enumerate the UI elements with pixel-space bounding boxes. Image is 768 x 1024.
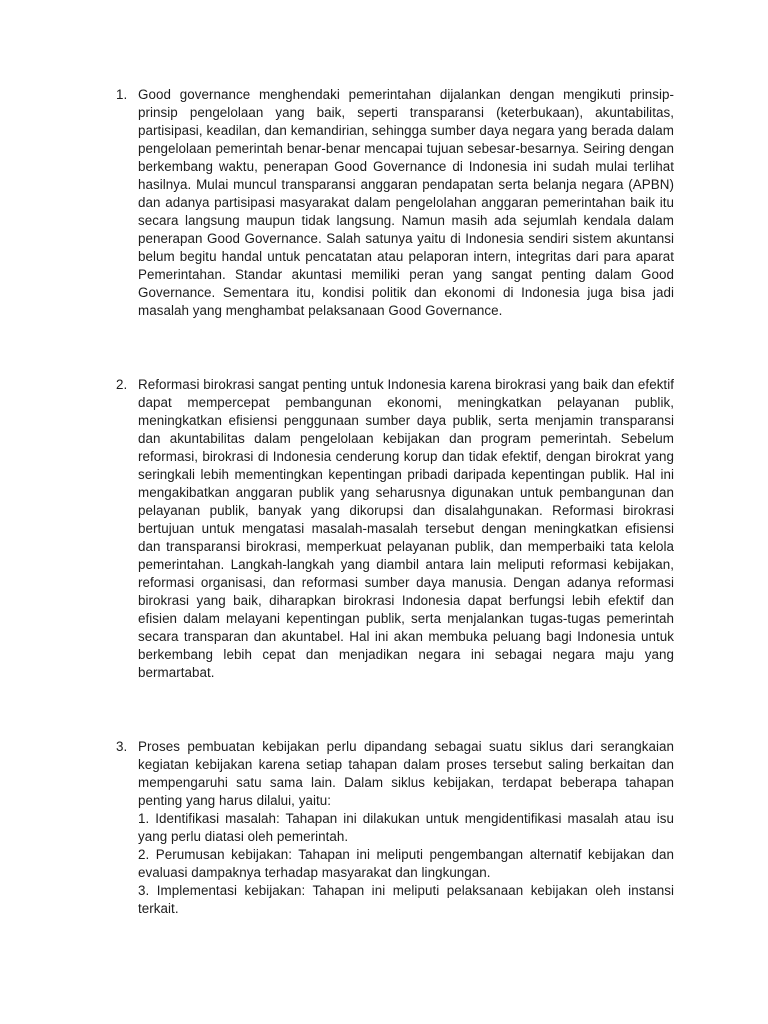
list-item-text: Good governance menghendaki pemerintahan dijalankan dengan mengikuti prinsip-prinsip pengelolaan yang baik, seperti transparansi (keterbukaan), akuntabilitas, partisipasi, keadilan, dan kemandirian, sehingga sumber daya negara yang berada dalam pengelolaan pemerintah benar-benar mencapai tujuan sebesar-besarnya. Seiring dengan berkembang waktu, penerapan Good Governance di Indonesia ini sudah mulai terlihat hasilnya. Mulai muncul transparansi anggaran pendapatan serta belanja negara (APBN) dan adanya partisipasi masyarakat dalam pengelolahan anggaran pemerintahan baik itu secara langsung maupun tidak langsung. Namun masih ada sejumlah kendala dalam penerapan Good Governance. Salah satunya yaitu di Indonesia sendiri sistem akuntansi belum begitu handal untuk pencatatan atau pelaporan intern, integritas dari para aparat Pemerintahan. Standar akuntasi memiliki peran yang sangat penting dalam Good Governance. Sementara itu, kondisi politik dan ekonomi di Indonesia juga bisa jadi masalah yang menghambat pelaksanaan Good Governance. (138, 87, 674, 318)
subitem-implementasi-kebijakan: 3. Implementasi kebijakan: Tahapan ini meliputi pelaksanaan kebijakan oleh instansi terkait. (138, 883, 674, 916)
list-item-number: 2. (116, 377, 128, 392)
list-item-number: 1. (116, 87, 128, 102)
subitem-perumusan-kebijakan: 2. Perumusan kebijakan: Tahapan ini meliputi pengembangan alternatif kebijakan dan evaluasi dampaknya terhadap masyarakat dan lingkungan. (138, 847, 674, 880)
list-item-text: Reformasi birokrasi sangat penting untuk Indonesia karena birokrasi yang baik dan efektif dapat mempercepat pembangunan ekonomi, meningkatkan pelayanan publik, meningkatkan efisiensi penggunaan sumber daya publik, serta menjamin transparansi dan akuntabilitas dalam pengelolaan kebijakan dan program pemerintah. Sebelum reformasi, birokrasi di Indonesia cenderung korup dan tidak efektif, dengan birokrat yang seringkali lebih mementingkan kepentingan pribadi daripada kepentingan publik. Hal ini mengakibatkan anggaran publik yang seharusnya digunakan untuk pembangunan dan pelayanan publik, banyak yang dikorupsi dan disalahgunakan. Reformasi birokrasi bertujuan untuk mengatasi masalah-masalah tersebut dengan meningkatkan efisiensi dan transparansi birokrasi, memperkuat pelayanan publik, dan memperbaiki tata kelola pemerintahan. Langkah-langkah yang diambil antara lain meliputi reformasi kebijakan, reformasi organisasi, dan reformasi sumber daya manusia. Dengan adanya reformasi birokrasi yang baik, diharapkan birokrasi Indonesia dapat berfungsi lebih efektif dan efisien dalam melayani kepentingan publik, serta menjalankan tugas-tugas pemerintah secara transparan dan akuntabel. Hal ini akan membuka peluang bagi Indonesia untuk berkembang lebih cepat dan menjadikan negara ini sebagai negara maju yang bermartabat. (138, 377, 674, 680)
list-item-body (138, 738, 674, 918)
list-item-3 (116, 738, 674, 918)
list-item-1 (116, 86, 674, 320)
list-item-number: 3. (116, 739, 128, 754)
list-item-text: Proses pembuatan kebijakan perlu dipandang sebagai suatu siklus dari serangkaian kegiatan kebijakan karena setiap tahapan dalam proses tersebut saling berkaitan dan mempengaruhi satu sama lain. Dalam siklus kebijakan, terdapat beberapa tahapan penting yang harus dilalui, yaitu: (138, 739, 674, 808)
list-item-2 (116, 376, 674, 682)
subitem-identifikasi-masalah: 1. Identifikasi masalah: Tahapan ini dilakukan untuk mengidentifikasi masalah atau isu yang perlu diatasi oleh pemerintah. (138, 811, 674, 844)
